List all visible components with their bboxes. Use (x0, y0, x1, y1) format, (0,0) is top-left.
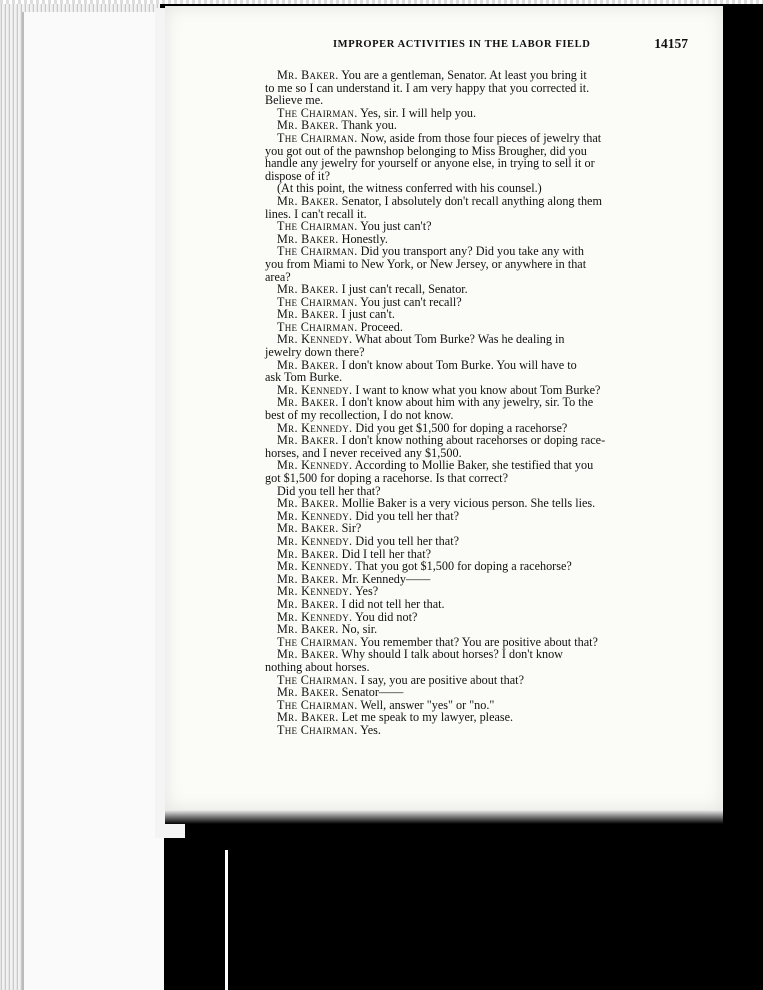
speaker-name: The Chairman. (277, 634, 358, 649)
speaker-name: The Chairman. (277, 244, 358, 259)
speaker-name: Mr. Kennedy. (277, 609, 353, 624)
line-text: handle any jewelry for yourself or anyone else, in trying to sell it or (265, 156, 595, 171)
transcript-line (265, 82, 685, 95)
line-text: According to Mollie Baker, she testified that you (352, 458, 594, 473)
line-text: ask Tom Burke. (265, 370, 343, 385)
line-text: lines. I can't recall it. (265, 206, 367, 221)
line-text: You just can't recall? (357, 294, 462, 309)
document-page (165, 6, 723, 810)
speaker-name: Mr. Baker. (277, 282, 339, 297)
line-text: I did not tell her that. (338, 596, 445, 611)
line-text: Mollie Baker is a very vicious person. She tells lies. (338, 496, 596, 511)
line-text: You just can't? (357, 219, 432, 234)
line-text: I just can't recall, Senator. (338, 282, 468, 297)
speaker-name: The Chairman. (277, 105, 358, 120)
speaker-name: Mr. Baker. (277, 596, 339, 611)
line-text: I don't know about Tom Burke. You will have to (338, 357, 577, 372)
scanner-left-edge (0, 0, 160, 990)
speaker-name: Mr. Kennedy. (277, 332, 353, 347)
speaker-name: Mr. Baker. (277, 521, 339, 536)
speaker-name: Mr. Kennedy. (277, 382, 353, 397)
speaker-name: Mr. Baker. (277, 710, 339, 725)
line-text: You are a gentleman, Senator. At least you bring it (338, 68, 587, 82)
speaker-name: Mr. Baker. (277, 571, 339, 586)
speaker-name: Mr. Baker. (277, 231, 339, 246)
transcript-line (265, 724, 685, 737)
speaker-name: Mr. Baker. (277, 433, 339, 448)
speaker-name: Mr. Kennedy. (277, 508, 353, 523)
line-text: Honestly. (338, 231, 388, 246)
line-text: Did you get $1,500 for doping a racehorse? (352, 420, 568, 435)
line-text: Did you tell her that? (277, 483, 381, 498)
line-text: best of my recollection, I do not know. (265, 408, 454, 423)
line-text: Did you transport any? Did you take any with (357, 244, 585, 259)
line-text: What about Tom Burke? Was he dealing in (352, 332, 565, 347)
line-text: Well, answer "yes" or "no." (357, 697, 495, 712)
line-text: I want to know what you know about Tom Burke? (352, 382, 601, 397)
line-text: got $1,500 for doping a racehorse. Is that correct? (265, 471, 508, 485)
speaker-name: Mr. Baker. (277, 647, 339, 662)
speaker-name: The Chairman. (277, 672, 358, 687)
line-text: jewelry down there? (265, 345, 365, 360)
speaker-name: Mr. Baker. (277, 685, 339, 700)
line-text: horses, and I never received any $1,500. (265, 445, 462, 460)
line-text: Senator—— (338, 685, 404, 700)
line-text: Sir? (338, 521, 362, 536)
line-text: nothing about horses. (265, 659, 370, 674)
line-text: Senator, I absolutely don't recall anything along them (338, 193, 602, 208)
speaker-name: Mr. Baker. (277, 307, 339, 322)
speaker-name: The Chairman. (277, 219, 358, 234)
speaker-name: Mr. Baker. (277, 68, 339, 82)
speaker-name: The Chairman. (277, 722, 358, 737)
line-text: dispose of it? (265, 168, 330, 183)
line-text: area? (265, 269, 291, 284)
speaker-name: Mr. Kennedy. (277, 559, 353, 574)
line-text: That you got $1,500 for doping a racehorse? (352, 559, 572, 574)
scan-artifact (225, 850, 228, 990)
speaker-name: Mr. Baker. (277, 118, 339, 133)
line-text: you got out of the pawnshop belonging to Miss Brougher, did you (265, 143, 587, 158)
running-head: IMPROPER ACTIVITIES IN THE LABOR FIELD (333, 39, 591, 50)
page-number: 14157 (654, 36, 688, 51)
line-text: Why should I talk about horses? I don't know (338, 647, 563, 662)
adjacent-page-blank (22, 12, 164, 990)
line-text: I say, you are positive about that? (357, 672, 524, 687)
speaker-name: Mr. Baker. (277, 496, 339, 511)
line-text: (At this point, the witness conferred with his counsel.) (277, 181, 542, 196)
line-text: Yes. (357, 722, 381, 737)
speaker-name: The Chairman. (277, 294, 358, 309)
scanner-top-edge (0, 0, 763, 4)
line-text: Did I tell her that? (338, 546, 431, 561)
line-text: Did you tell her that? (352, 533, 459, 548)
speaker-name: Mr. Baker. (277, 546, 339, 561)
line-text: I don't know about him with any jewelry, sir. To the (338, 395, 594, 410)
line-text: Let me speak to my lawyer, please. (338, 710, 514, 725)
line-text: you from Miami to New York, or New Jersey, or anywhere in that (265, 256, 587, 271)
speaker-name: The Chairman. (277, 697, 358, 712)
transcript-body (265, 69, 685, 736)
line-text: I don't know nothing about racehorses or doping race- (338, 433, 606, 448)
speaker-name: The Chairman. (277, 130, 358, 145)
speaker-name: Mr. Baker. (277, 622, 339, 637)
line-text: Did you tell her that? (352, 508, 459, 523)
line-text: Yes, sir. I will help you. (357, 105, 477, 120)
page-bottom-edge (165, 810, 723, 824)
line-text: Yes? (352, 584, 379, 599)
speaker-name: The Chairman. (277, 319, 358, 334)
line-text: Believe me. (265, 93, 324, 108)
speaker-name: Mr. Kennedy. (277, 420, 353, 435)
speaker-name: Mr. Baker. (277, 193, 339, 208)
speaker-name: Mr. Baker. (277, 357, 339, 372)
line-text: I just can't. (338, 307, 395, 322)
line-text: You remember that? You are positive about that? (357, 634, 598, 649)
line-text: Mr. Kennedy—— (338, 571, 431, 586)
speaker-name: Mr. Baker. (277, 395, 339, 410)
speaker-name: Mr. Kennedy. (277, 584, 353, 599)
line-text: to me so I can understand it. I am very happy that you corrected it. (265, 80, 590, 95)
speaker-name: Mr. Kennedy. (277, 458, 353, 473)
line-text: No, sir. (338, 622, 378, 637)
line-text: You did not? (352, 609, 418, 624)
line-text: Proceed. (357, 319, 403, 334)
line-text: Now, aside from those four pieces of jewelry that (357, 130, 602, 145)
speaker-name: Mr. Kennedy. (277, 533, 353, 548)
transcript-line (265, 258, 685, 271)
line-text: Thank you. (338, 118, 397, 133)
